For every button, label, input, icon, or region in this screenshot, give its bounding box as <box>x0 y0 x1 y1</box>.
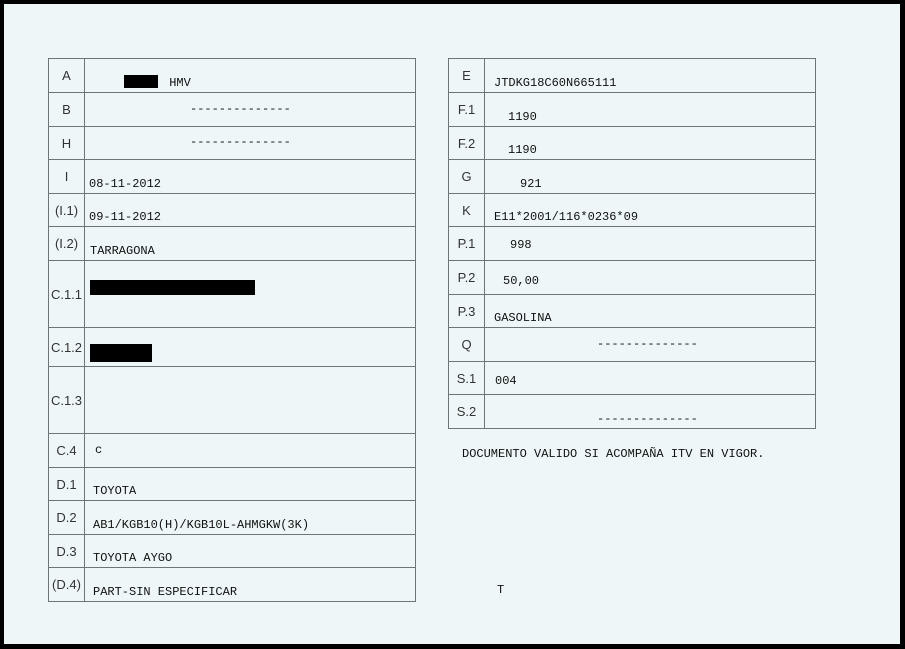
field-value: 998 <box>485 227 816 261</box>
field-row-i2 <box>49 227 416 261</box>
field-row-p2 <box>449 261 816 295</box>
field-row-c11 <box>49 261 416 328</box>
field-label: P.2 <box>449 261 485 295</box>
field-value: -------------- <box>597 412 698 426</box>
field-value: AB1/KGB10(H)/KGB10L-AHMGKW(3K) <box>85 501 416 535</box>
field-label: H <box>49 127 85 160</box>
field-row-k <box>449 194 816 227</box>
field-row-s1 <box>449 362 816 395</box>
field-row-d3 <box>49 535 416 568</box>
field-value: 1190 <box>485 127 816 160</box>
validity-note: DOCUMENTO VALIDO SI ACOMPAÑA ITV EN VIGOR. <box>462 447 765 461</box>
field-row-d4 <box>49 568 416 602</box>
field-label: S.2 <box>449 395 485 429</box>
field-label: P.3 <box>449 295 485 328</box>
field-row-c12 <box>49 328 416 367</box>
field-value: 1190 <box>485 93 816 127</box>
field-value: -------------- <box>190 135 291 149</box>
field-label: K <box>449 194 485 227</box>
field-row-f1 <box>449 93 816 127</box>
field-label: D.3 <box>49 535 85 568</box>
field-label: B <box>49 93 85 127</box>
footer-mark: T <box>497 583 505 597</box>
field-label: G <box>449 160 485 194</box>
field-value: 09-11-2012 <box>85 194 416 227</box>
field-value: 08-11-2012 <box>85 160 416 194</box>
redacted-block <box>90 280 255 295</box>
field-label: (I.2) <box>49 227 85 261</box>
field-value: JTDKG18C60N665111 <box>485 59 816 93</box>
field-label: A <box>49 59 85 93</box>
field-value: HMV <box>169 76 191 90</box>
field-row-a <box>49 59 416 93</box>
field-value: TOYOTA <box>85 468 416 501</box>
field-row-c4 <box>49 434 416 468</box>
field-row-i <box>49 160 416 194</box>
field-value: E11*2001/116*0236*09 <box>485 194 816 227</box>
field-value: c <box>85 434 416 468</box>
field-label: F.1 <box>449 93 485 127</box>
field-label: E <box>449 59 485 93</box>
document-page <box>4 4 900 644</box>
field-label: C.1.3 <box>49 367 85 434</box>
field-label: I <box>49 160 85 194</box>
field-label: Q <box>449 328 485 362</box>
field-row-h <box>49 127 416 160</box>
field-value: 50,00 <box>485 261 816 295</box>
field-row-p1 <box>449 227 816 261</box>
field-row-p3 <box>449 295 816 328</box>
field-label: S.1 <box>449 362 485 395</box>
field-row-q <box>449 328 816 362</box>
field-label: C.1.1 <box>49 261 85 328</box>
field-row-g <box>449 160 816 194</box>
field-row-i1 <box>49 194 416 227</box>
field-label: F.2 <box>449 127 485 160</box>
field-label: C.1.2 <box>49 328 85 367</box>
field-value: -------------- <box>597 336 698 351</box>
field-value: TARRAGONA <box>85 227 416 261</box>
redacted-block <box>124 75 158 88</box>
field-value: 921 <box>485 160 816 194</box>
field-row-c13 <box>49 367 416 434</box>
field-value: PART-SIN ESPECIFICAR <box>85 568 416 602</box>
field-row-d2 <box>49 501 416 535</box>
field-value: -------------- <box>190 101 291 116</box>
field-label: (I.1) <box>49 194 85 227</box>
field-row-d1 <box>49 468 416 501</box>
right-fields-table <box>448 58 816 429</box>
field-label: D.1 <box>49 468 85 501</box>
field-value: TOYOTA AYGO <box>85 535 416 568</box>
field-row-b <box>49 93 416 127</box>
field-row-f2 <box>449 127 816 160</box>
field-row-e <box>449 59 816 93</box>
field-label: (D.4) <box>49 568 85 602</box>
field-value: 004 <box>485 362 816 395</box>
field-row-s2 <box>449 395 816 429</box>
left-fields-table <box>48 58 416 602</box>
redacted-block <box>90 344 152 362</box>
field-label: D.2 <box>49 501 85 535</box>
field-value <box>85 367 416 434</box>
field-label: C.4 <box>49 434 85 468</box>
field-value: GASOLINA <box>485 295 816 328</box>
field-label: P.1 <box>449 227 485 261</box>
